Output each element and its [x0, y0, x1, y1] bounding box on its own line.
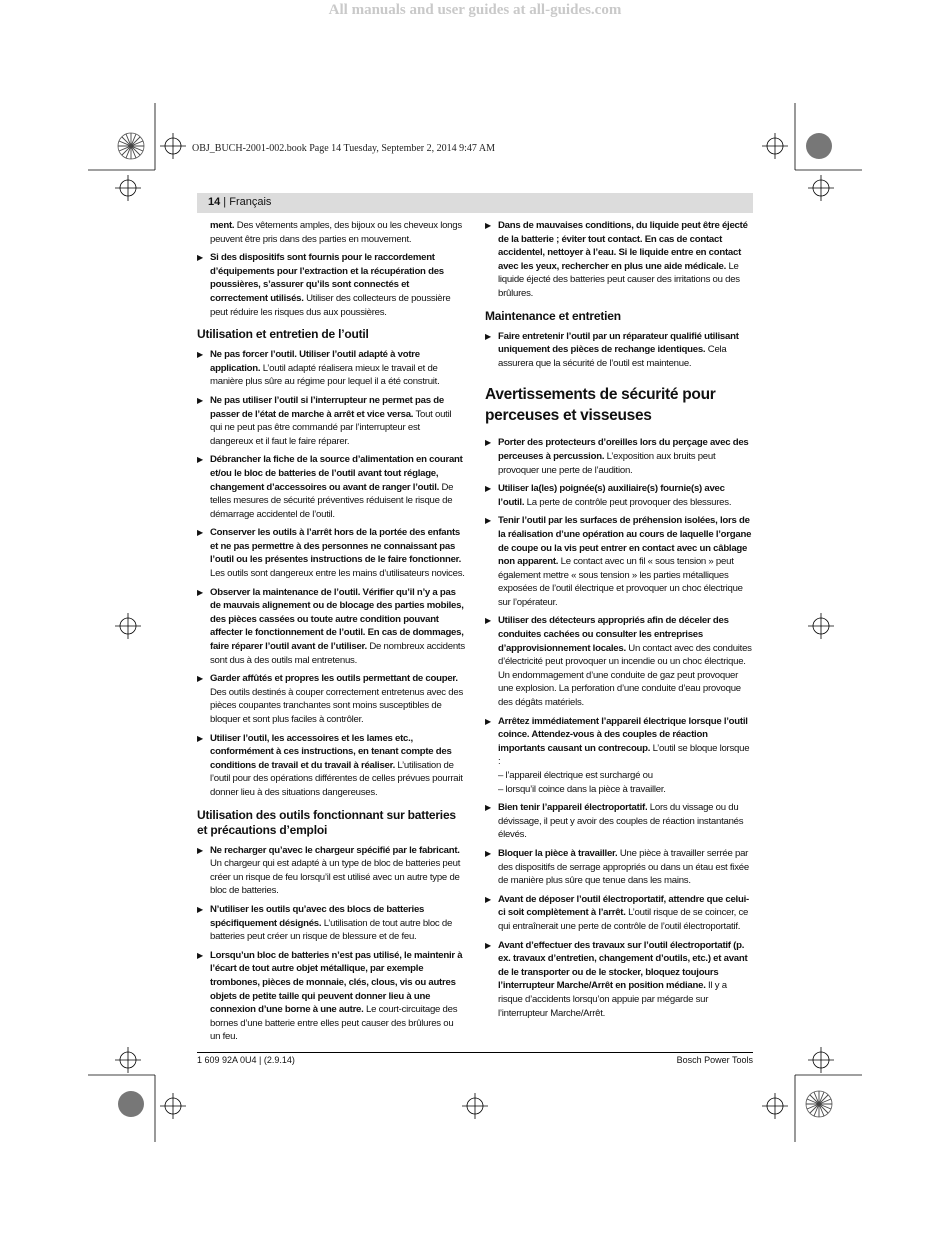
safety-item: ▶ Tenir l’outil par les surfaces de préhension isolées, lors de la réalisation d’une opération au cours de laquelle l’organe de coupe ou la vis peut entrer en contact avec un câblage non apparent. Le contact avec un fil « sous tension » peut également mettre « sous tension » les parties métalliques exposées de l’outil électrique et provoquer un choc électrique sur l’opérateur.: [485, 515, 752, 608]
safety-item: ▶ Utiliser des détecteurs appropriés afin de déceler des conduites cachées ou consulter les entreprises d’approvisionnement locales. Un contact avec des conduites d’électricité peut provoquer un incendie ou un choc électrique. Un endommagement d’une conduite de gaz peut provoquer une explosion. La perforation d’une conduite d’eau provoque des dégâts matériels.: [485, 615, 752, 709]
registration-mark: [808, 1047, 834, 1073]
arrow-icon: ▶: [197, 455, 203, 465]
registration-mark: [762, 1093, 788, 1119]
dash-item: – lorsqu’il coince dans la pièce à travailler.: [498, 783, 666, 795]
dash-item: – l’appareil électrique est surchargé ou: [498, 770, 653, 781]
safety-item: ▶ Lorsqu’un bloc de batteries n’est pas utilisé, le maintenir à l’écart de tout autre objet métallique, par exemple trombones, pièces de monnaie, clés, clous, vis ou autres objets de petite taille qui peuvent donner lieu à une connexion d’une borne à une autre. Le court-circuitage des bornes d’une batterie entre elles peut causer des brûlures ou un feu.: [197, 949, 463, 1043]
safety-item: ▶ Porter des protecteurs d’oreilles lors du perçage avec des perceuses à percussion. L’exposition aux bruits peut provoquer une perte de l’audition.: [485, 437, 749, 476]
header-separator: |: [220, 196, 230, 208]
safety-item: ▶ Bien tenir l’appareil électroportatif. Lors du vissage ou du dévissage, il peut y avoir des couples de réaction instantanés élevés.: [485, 802, 744, 841]
registration-mark: [115, 1047, 141, 1073]
right-column: [485, 219, 753, 1025]
arrow-icon: ▶: [485, 894, 491, 904]
print-dial: [806, 1091, 832, 1117]
continued-item: ment. Des vêtements amples, des bijoux ou les cheveux longs peuvent être pris dans des parties en mouvement.: [210, 220, 462, 245]
arrow-icon: ▶: [485, 848, 491, 858]
arrow-icon: ▶: [485, 716, 491, 726]
safety-item: ▶ Dans de mauvaises conditions, du liquide peut être éjecté de la batterie ; éviter tout contact. En cas de contact accidentel, nettoyer à l’eau. Si le liquide entre en contact avec les yeux, rechercher en plus une aide médicale. Le liquide éjecté des batteries peut causer des irritations ou des brûlures.: [485, 220, 748, 299]
main-heading: Avertissements de sécurité pour perceuses et visseuses: [485, 386, 716, 425]
safety-item: ▶ N’utiliser les outils qu’avec des blocs de batteries spécifiquement désignés. L’utilisation de tout autre bloc de batteries peut créer un risque de blessure et de feu.: [197, 903, 453, 943]
registration-mark: [462, 1093, 488, 1119]
arrow-icon: ▶: [197, 350, 203, 360]
safety-item: ▶ Débrancher la fiche de la source d’alimentation en courant et/ou le bloc de batteries de l’outil avant tout réglage, changement d’accessoires ou avant de ranger l’outil. De telles mesures de sécurité préventives réduisent le risque de démarrage accidentel de l’outil.: [197, 454, 463, 520]
registration-mark: [160, 1093, 186, 1119]
safety-item: ▶ Avant de déposer l’outil électroportatif, attendre que celui-ci soit complètement à l’arrêt. L’outil risque de se coincer, ce qui entraînerait une perte de contrôle de l’outil électroportatif.: [485, 893, 749, 932]
arrow-icon: ▶: [485, 940, 491, 950]
footer-rule: [197, 1052, 753, 1053]
safety-item: ▶ Arrêtez immédiatement l’appareil électrique lorsque l’outil coince. Attendez-vous à des couples de réaction importants causant un contrecoup. L’outil se bloque lorsque : – l’appareil électrique est surchargé ou – lorsqu’il coince dans la pièce à travailler.: [485, 715, 753, 797]
safety-item: ▶ Avant d’effectuer des travaux sur l’outil électroportatif (p. ex. travaux d’entretien, changement d’outils, etc.) et avant de le transporter ou de le stocker, bloquez toujours l’interrupteur Marche/Arrêt en position médiane. Il y a risque d’accidents lorsqu’on appuie par mégarde sur l’interrupteur Marche/Arrêt.: [485, 939, 748, 1019]
footer-brand: Bosch Power Tools: [676, 1055, 753, 1065]
left-column: [197, 219, 465, 1049]
header-language: Français: [229, 196, 272, 208]
arrow-icon: ▶: [485, 221, 491, 230]
registration-mark: [808, 613, 834, 639]
arrow-icon: ▶: [485, 803, 491, 813]
safety-item: ▶ Ne pas utiliser l’outil si l’interrupteur ne permet pas de passer de l’état de marche à arrêt et vice versa. Tout outil qui ne peut pas être commandé par l’interrupteur est dangereux et il faut le faire réparer.: [197, 394, 452, 447]
section-heading: Utilisation et entretien de l’outil: [197, 327, 369, 342]
arrow-icon: ▶: [485, 331, 491, 341]
safety-item: ▶ Faire entretenir l’outil par un réparateur qualifié utilisant uniquement des pièces de rechange identiques. Cela assurera que la sécurité de l’outil est maintenue.: [485, 330, 739, 369]
arrow-icon: ▶: [197, 950, 203, 960]
safety-item: ▶ Observer la maintenance de l’outil. Vérifier qu’il n’y a pas de mauvais alignement ou de blocage des parties mobiles, des pièces cassées ou toute autre condition pouvant affecter le fonctionnement de l’outil. En cas de dommages, faire réparer l’outil avant de l’utiliser. De nombreux accidents sont dus à des outils mal entretenus.: [197, 586, 465, 666]
footer-doc-number: 1 609 92A 0U4 | (2.9.14): [197, 1055, 295, 1065]
arrow-icon: ▶: [197, 395, 203, 405]
print-dial: [118, 133, 144, 159]
arrow-icon: ▶: [197, 253, 203, 263]
arrow-icon: ▶: [197, 528, 203, 538]
safety-item: ▶ Ne pas forcer l’outil. Utiliser l’outil adapté à votre application. L’outil adapté réalisera mieux le travail et de manière plus sûre au régime pour lequel il a été construit.: [197, 349, 440, 388]
section-heading: Utilisation des outils fonctionnant sur batteries et précautions d’emploi: [197, 807, 456, 837]
book-info: OBJ_BUCH-2001-002.book Page 14 Tuesday, September 2, 2014 9:47 AM: [192, 143, 495, 154]
safety-item: ▶ Conserver les outils à l’arrêt hors de la portée des enfants et ne pas permettre à des personnes ne connaissant pas l’outil ou les présentes instructions de le faire fonctionner. Les outils sont dangereux entre les mains d’utilisateurs novices.: [197, 527, 465, 580]
page-header: [197, 193, 753, 213]
registration-mark: [160, 133, 186, 159]
safety-item: ▶ Si des dispositifs sont fournis pour le raccordement d’équipements pour l’extraction et la récupération des poussières, s’assurer qu’ils sont connectés et correctement utilisés. Utiliser des collecteurs de poussière peut réduire les risques dus aux poussières.: [197, 252, 451, 318]
gray-dial: [806, 133, 832, 159]
registration-mark: [762, 133, 788, 159]
registration-mark: [115, 175, 141, 201]
safety-item: ▶ Utiliser la(les) poignée(s) auxiliaire(s) fournie(s) avec l’outil. La perte de contrôle peut provoquer des blessures.: [485, 483, 732, 508]
registration-mark: [808, 175, 834, 201]
safety-item: ▶ Bloquer la pièce à travailler. Une pièce à travailler serrée par des dispositifs de serrage appropriés ou dans un étau est fixée de manière plus sûre que tenue dans les mains.: [485, 847, 749, 887]
watermark: All manuals and user guides at all-guides.com: [328, 2, 622, 18]
arrow-icon: ▶: [485, 438, 491, 448]
arrow-icon: ▶: [197, 587, 203, 597]
safety-item: ▶ Utiliser l’outil, les accessoires et les lames etc., conformément à ces instructions, en tenant compte des conditions de travail et du travail à réaliser. L’utilisation de l’outil pour des opérations différentes de celles prévues pourrait donner lieu à des situations dangereuses.: [197, 732, 463, 798]
page-number: 14: [208, 196, 221, 208]
arrow-icon: ▶: [485, 616, 491, 626]
arrow-icon: ▶: [485, 516, 491, 526]
arrow-icon: ▶: [485, 484, 491, 494]
registration-mark: [115, 613, 141, 639]
section-heading: Maintenance et entretien: [485, 308, 621, 323]
gray-dial: [118, 1091, 144, 1117]
safety-item: ▶ Garder affûtés et propres les outils permettant de couper. Des outils destinés à couper correctement entretenus avec des pièces coupantes tranchantes sont moins susceptibles de bloquer et sont plus faciles à contrôler.: [197, 673, 463, 725]
safety-item: ▶ Ne recharger qu’avec le chargeur spécifié par le fabricant. Un chargeur qui est adapté à un type de bloc de batteries peut créer un risque de feu lorsqu’il est utilisé avec un autre type de bloc de batteries.: [197, 844, 461, 897]
arrow-icon: ▶: [197, 904, 203, 914]
arrow-icon: ▶: [197, 845, 203, 855]
arrow-icon: ▶: [197, 674, 203, 684]
arrow-icon: ▶: [197, 733, 203, 743]
